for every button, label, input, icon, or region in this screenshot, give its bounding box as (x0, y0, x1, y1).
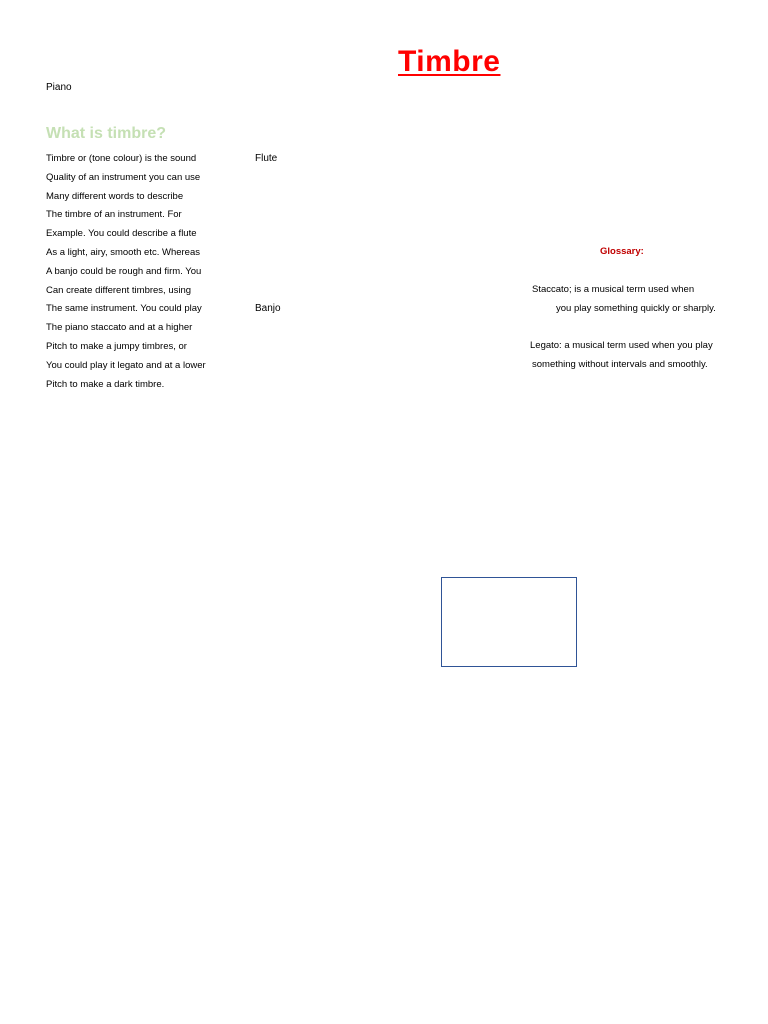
glossary-legato-line-1: Legato: a musical term used when you play (530, 340, 713, 351)
body-line: Quality of an instrument you can use (46, 171, 201, 183)
banjo-label: Banjo (255, 303, 281, 314)
page-title: Timbre (398, 45, 501, 78)
body-text (46, 152, 206, 396)
body-line: Pitch to make a jumpy timbres, or (46, 340, 187, 352)
body-line: Pitch to make a dark timbre. (46, 378, 165, 390)
body-line: The piano staccato and at a higher (46, 322, 193, 334)
body-line: Many different words to describe (46, 190, 184, 202)
flute-label: Flute (255, 153, 278, 164)
body-line: Example. You could describe a flute (46, 228, 197, 240)
body-line: You could play it legato and at a lower (46, 359, 206, 371)
body-line: As a light, airy, smooth etc. Whereas (46, 246, 200, 258)
body-line: A banjo could be rough and firm. You (46, 265, 202, 277)
section-heading: What is timbre? (46, 125, 167, 142)
body-line: Can create different timbres, using (46, 284, 192, 296)
glossary-staccato-line-2: you play something quickly or sharply. (556, 303, 716, 314)
body-line: The same instrument. You could play (46, 303, 202, 315)
glossary-legato-line-2: something without intervals and smoothly. (532, 359, 708, 370)
piano-label: Piano (46, 82, 72, 93)
body-line: The timbre of an instrument. For (46, 209, 182, 221)
glossary-staccato-line-1: Staccato; is a musical term used when (532, 284, 695, 295)
glossary-title: Glossary: (600, 246, 644, 257)
body-line: Timbre or (tone colour) is the sound (46, 153, 197, 164)
image-placeholder-frame (441, 577, 577, 667)
